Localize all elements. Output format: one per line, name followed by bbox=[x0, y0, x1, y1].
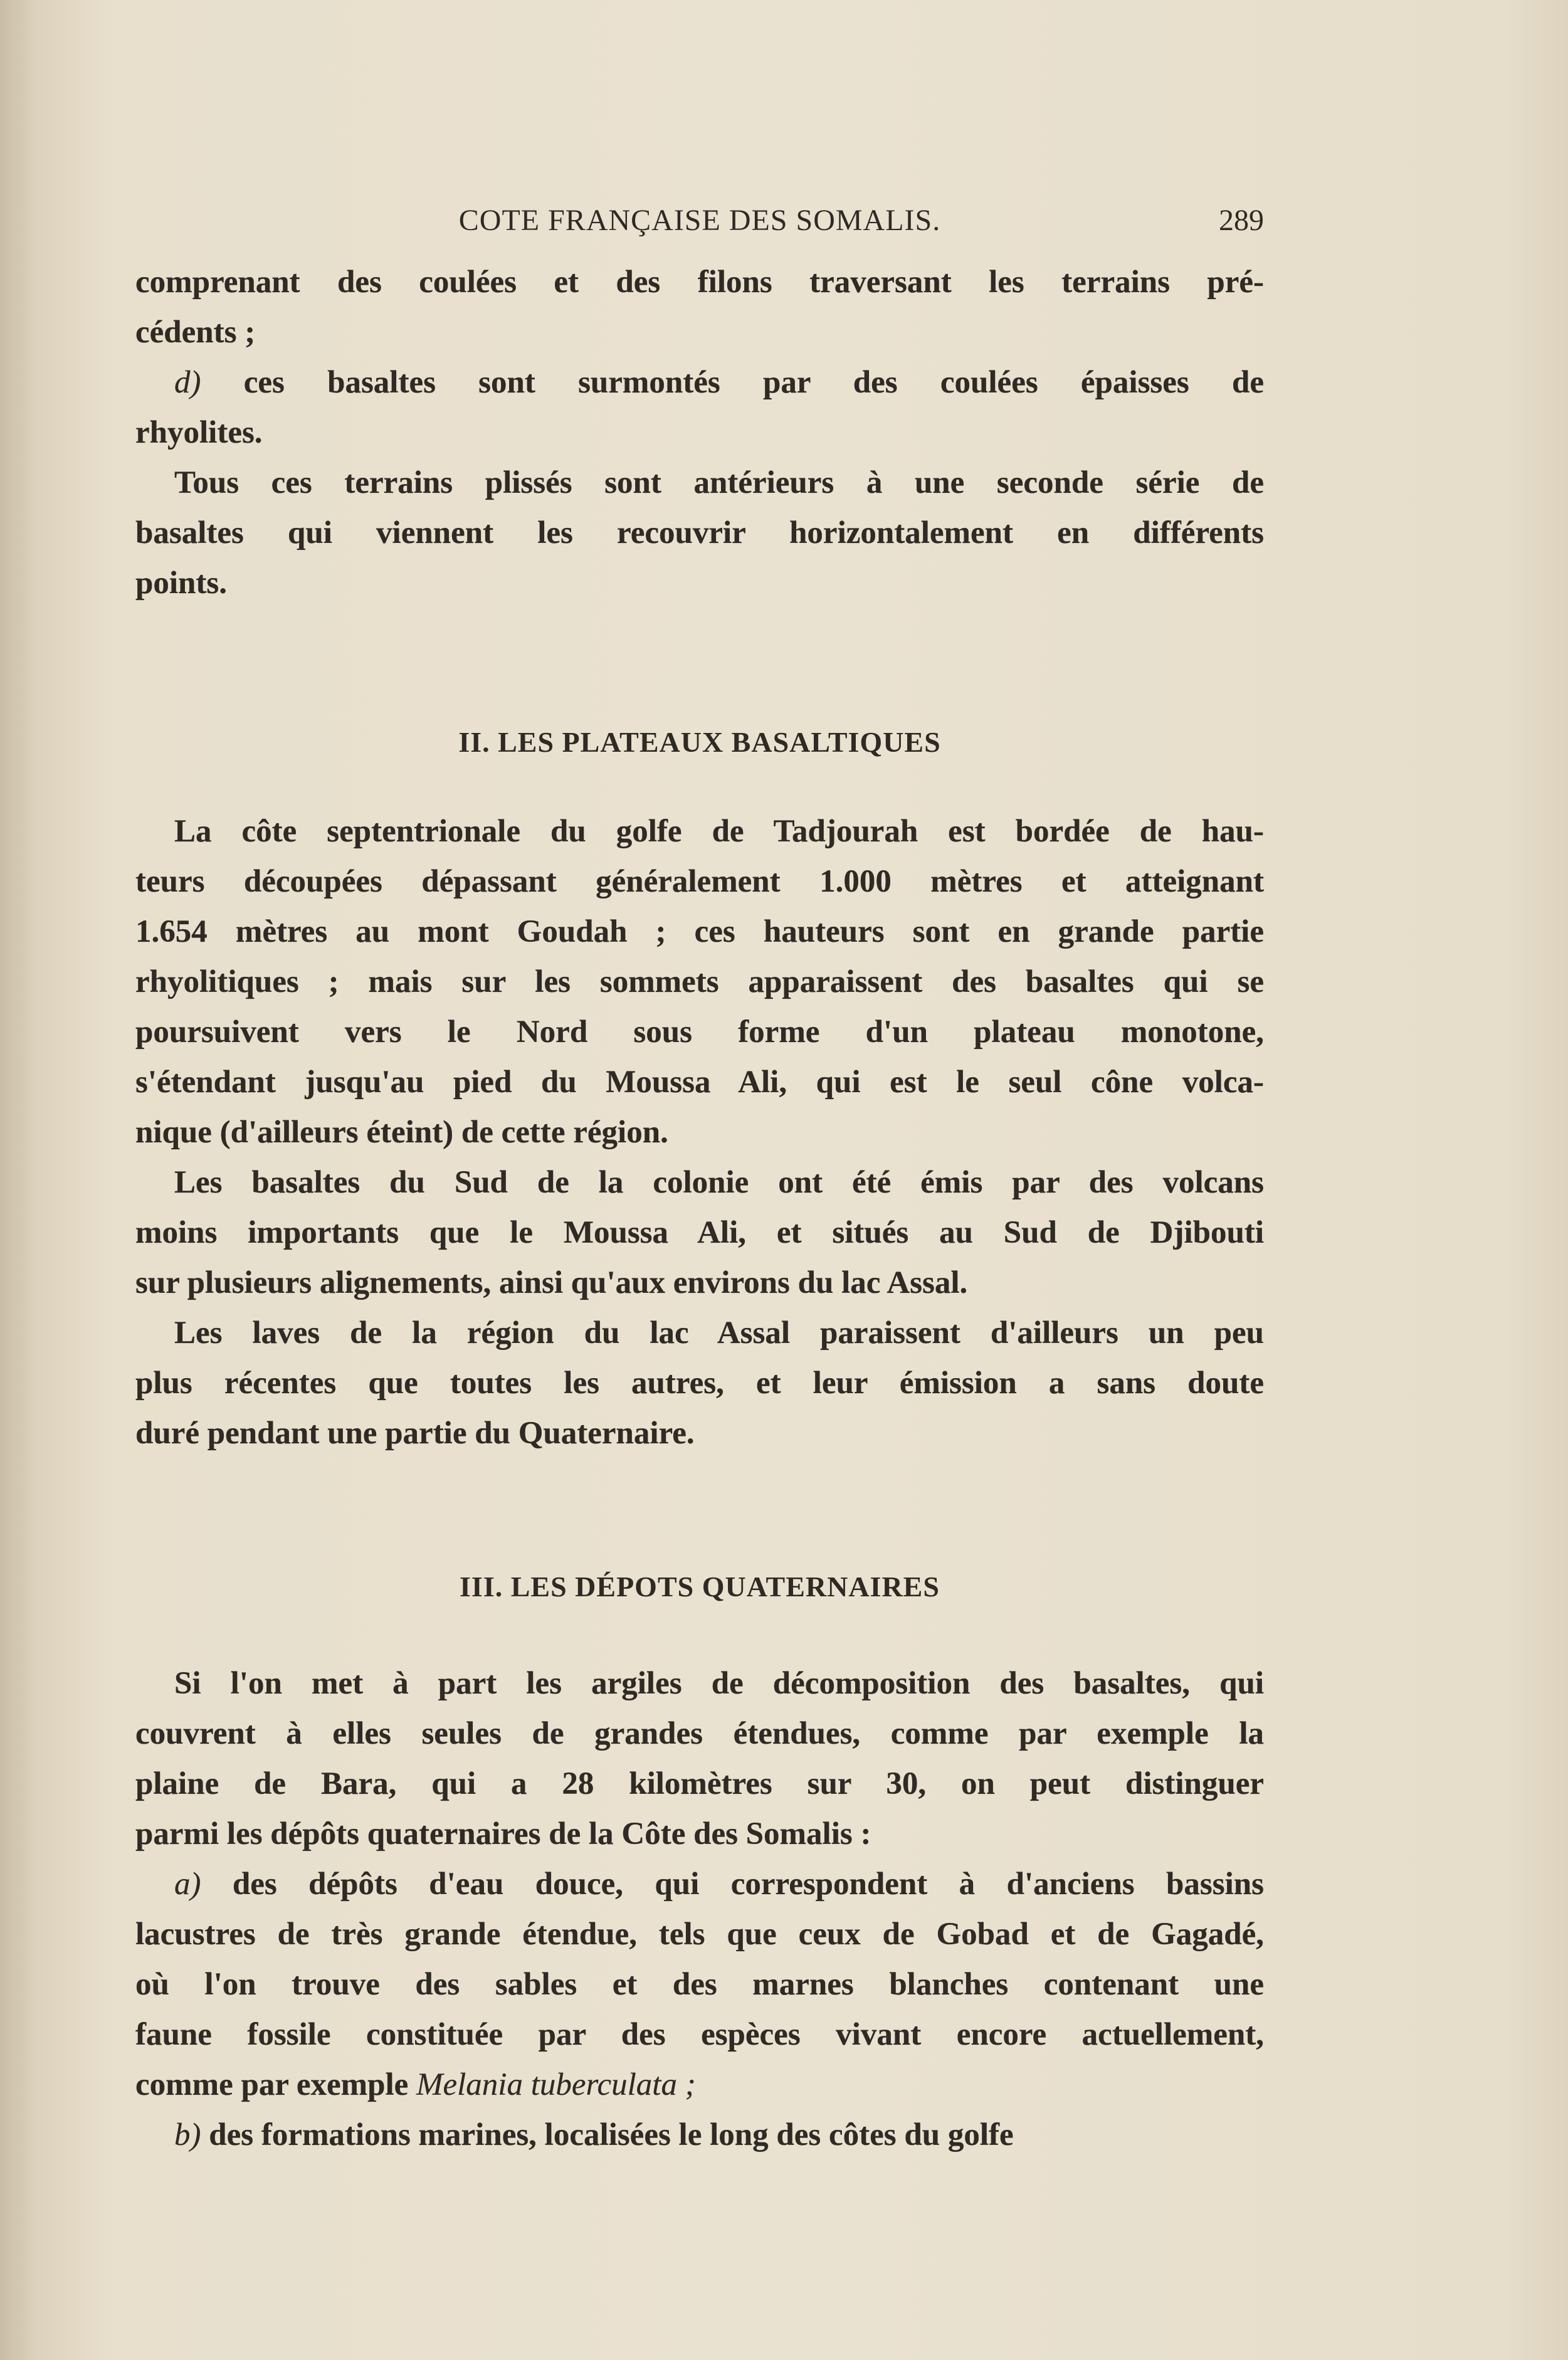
line-text: 1.654 mètres au mont Goudah ; ces hauteurs sont en grande partie bbox=[135, 914, 1264, 949]
running-header bbox=[135, 196, 1264, 246]
line-text: duré pendant une partie du Quaternaire. bbox=[135, 1416, 695, 1451]
line-text: plus récentes que toutes les autres, et leur émission a sans doute bbox=[135, 1366, 1264, 1401]
text-line bbox=[135, 1157, 1264, 1208]
line-text: sur plusieurs alignements, ainsi qu'aux environs du lac Assal. bbox=[135, 1265, 968, 1300]
text-line bbox=[135, 2110, 1264, 2160]
text-line bbox=[135, 1308, 1264, 1358]
text-line bbox=[135, 907, 1264, 957]
list-marker: b) bbox=[174, 2117, 201, 2152]
line-text: La côte septentrionale du golfe de Tadjourah est bordée de hau- bbox=[174, 814, 1264, 849]
paragraph bbox=[135, 458, 1264, 608]
line-text: teurs découpées dépassant généralement 1.000 mètres et atteignant bbox=[135, 864, 1264, 899]
section-heading: III. LES DÉPOTS QUATERNAIRES bbox=[460, 1571, 940, 1603]
text-line bbox=[135, 1658, 1264, 1709]
paragraph bbox=[135, 1859, 1264, 2110]
line-text: moins importants que le Moussa Ali, et situés au Sud de Djibouti bbox=[135, 1215, 1264, 1250]
text-line bbox=[135, 1859, 1264, 1909]
line-text: Si l'on met à part les argiles de décomposition des basaltes, qui bbox=[174, 1666, 1264, 1701]
text-line bbox=[135, 1959, 1264, 2010]
paragraph bbox=[135, 2110, 1264, 2160]
text-line bbox=[135, 1007, 1264, 1057]
text-line bbox=[135, 806, 1264, 856]
line-text: Les basaltes du Sud de la colonie ont été émis par des volcans bbox=[174, 1165, 1264, 1200]
line-text: parmi les dépôts quaternaires de la Côte des Somalis : bbox=[135, 1816, 871, 1852]
text-line bbox=[135, 1057, 1264, 1107]
line-text: Tous ces terrains plissés sont antérieurs à une seconde série de bbox=[174, 465, 1264, 500]
line-text: des dépôts d'eau douce, qui correspondent à d'anciens bassins bbox=[201, 1867, 1264, 1902]
line-text: des formations marines, localisées le long des côtes du golfe bbox=[201, 2117, 1014, 2152]
text-line bbox=[135, 1909, 1264, 1959]
line-text: plaine de Bara, qui a 28 kilomètres sur 30, on peut distinguer bbox=[135, 1766, 1264, 1801]
paragraph bbox=[135, 1157, 1264, 1308]
text-line bbox=[135, 408, 1264, 458]
line-text: rhyolites. bbox=[135, 415, 263, 450]
text-line bbox=[135, 2010, 1264, 2060]
section-heading: II. LES PLATEAUX BASALTIQUES bbox=[458, 726, 941, 758]
text-line bbox=[135, 856, 1264, 907]
text-line bbox=[135, 307, 1264, 357]
running-title: COTE FRANÇAISE DES SOMALIS. bbox=[458, 204, 941, 237]
line-text: basaltes qui viennent les recouvrir horizontalement en différents bbox=[135, 515, 1264, 550]
text-line bbox=[135, 508, 1264, 558]
text-line bbox=[135, 257, 1264, 307]
line-text: cédents ; bbox=[135, 315, 256, 350]
text-line bbox=[135, 1408, 1264, 1458]
text-line bbox=[135, 1809, 1264, 1859]
line-text: comprenant des coulées et des filons traversant les terrains pré- bbox=[135, 265, 1264, 300]
line-text: points. bbox=[135, 566, 227, 601]
line-text: ces basaltes sont surmontés par des coulées épaisses de bbox=[201, 365, 1264, 400]
text-line bbox=[135, 957, 1264, 1007]
line-text: nique (d'ailleurs éteint) de cette région. bbox=[135, 1115, 668, 1150]
text-line bbox=[135, 1358, 1264, 1408]
line-text: où l'on trouve des sables et des marnes blanches contenant une bbox=[135, 1967, 1264, 2002]
text-line bbox=[135, 1759, 1264, 1809]
text-line bbox=[135, 458, 1264, 508]
line-text: Les laves de la région du lac Assal paraissent d'ailleurs un peu bbox=[174, 1315, 1264, 1351]
line-text: poursuivent vers le Nord sous forme d'un plateau monotone, bbox=[135, 1014, 1264, 1050]
text-line bbox=[135, 1208, 1264, 1258]
line-text: couvrent à elles seules de grandes étendues, comme par exemple la bbox=[135, 1716, 1264, 1751]
text-line bbox=[135, 357, 1264, 408]
paragraph bbox=[135, 357, 1264, 458]
paragraph bbox=[135, 1308, 1264, 1458]
line-text: comme par exemple bbox=[135, 2067, 416, 2102]
paragraph bbox=[135, 257, 1264, 357]
text-line bbox=[135, 2060, 1264, 2110]
line-text: lacustres de très grande étendue, tels que ceux de Gobad et de Gagadé, bbox=[135, 1917, 1264, 1952]
text-line bbox=[135, 1107, 1264, 1157]
paragraph bbox=[135, 806, 1264, 1157]
page-number: 289 bbox=[1219, 204, 1264, 237]
line-text: rhyolitiques ; mais sur les sommets apparaissent des basaltes qui se bbox=[135, 964, 1264, 999]
paragraph bbox=[135, 1658, 1264, 1859]
text-line bbox=[135, 1709, 1264, 1759]
line-text: s'étendant jusqu'au pied du Moussa Ali, qui est le seul cône volca- bbox=[135, 1065, 1264, 1100]
species-name: Melania tuberculata ; bbox=[416, 2067, 696, 2102]
list-marker: d) bbox=[174, 365, 201, 400]
list-marker: a) bbox=[174, 1867, 201, 1902]
text-line bbox=[135, 558, 1264, 608]
line-text: faune fossile constituée par des espèces vivant encore actuellement, bbox=[135, 2017, 1264, 2052]
page-body bbox=[135, 257, 1264, 2160]
text-line bbox=[135, 1258, 1264, 1308]
